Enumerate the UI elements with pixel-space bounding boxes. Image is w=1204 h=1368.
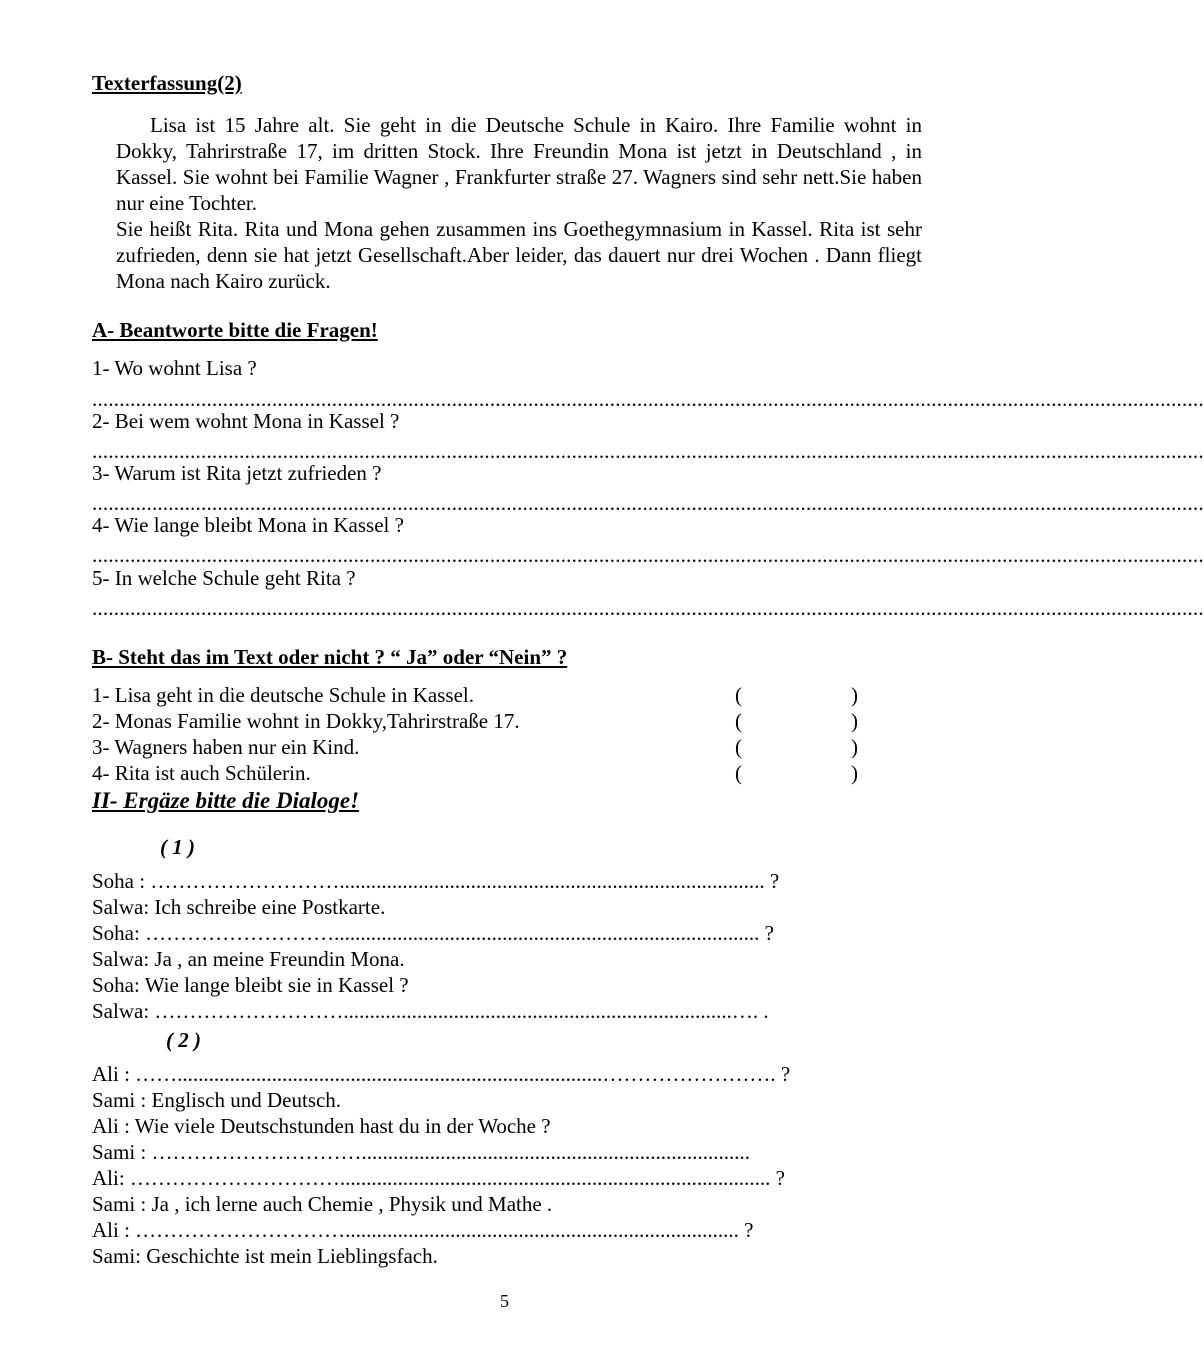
- statement-1: 1- Lisa geht in die deutsche Schule in Kassel.: [92, 683, 474, 707]
- text-paragraph-2: Sie heißt Rita. Rita und Mona gehen zusammen ins Goethegymnasium in Kassel. Rita ist sehr zufrieden, denn sie hat jetzt Gesellschaft.Aber leider, das dauert nur drei Wochen . Dann fliegt Mona nach Kairo zurück.: [116, 217, 922, 293]
- dialog-2-number: ( 2 ): [166, 1028, 201, 1052]
- answer-line-1[interactable]: ............................................................................................................................................................................................................: [92, 387, 1204, 411]
- page-title: Texterfassung(2): [92, 71, 242, 95]
- statement-3: 3- Wagners haben nur ein Kind.: [92, 735, 360, 759]
- dialog-1-line[interactable]: Soha: ………………………................................................................................. ?: [92, 921, 774, 945]
- question-5: 5- In welche Schule geht Rita ?: [92, 566, 356, 590]
- dialog-2-line: Sami : Ja , ich lerne auch Chemie , Physik und Mathe .: [92, 1192, 553, 1216]
- answer-line-3[interactable]: ............................................................................................................................................................................................................: [92, 491, 1204, 515]
- answer-paren-close-2: ): [851, 709, 858, 733]
- text-paragraph-1: Lisa ist 15 Jahre alt. Sie geht in die Deutsche Schule in Kairo. Ihre Familie wohnt in Dokky, Tahrirstraße 17, im dritten Stock. Ihre Freundin Mona ist jetzt in Deutschland , in Kassel. Sie wohnt bei Familie Wagner , Frankfurter straße 27. Wagners sind sehr nett.Sie haben nur eine Tochter.: [116, 113, 922, 215]
- answer-line-5[interactable]: ............................................................................................................................................................................................................: [92, 596, 1204, 620]
- dialog-2-line: Sami : Englisch und Deutsch.: [92, 1088, 342, 1112]
- answer-paren-open-2[interactable]: (: [735, 709, 742, 733]
- section-a-title: A- Beantworte bitte die Fragen!: [92, 318, 378, 342]
- answer-line-4[interactable]: ............................................................................................................................................................................................................: [92, 543, 1204, 567]
- section-ii-title: II- Ergäze bitte die Dialoge!: [92, 788, 360, 813]
- page-number: 5: [500, 1291, 509, 1311]
- question-4: 4- Wie lange bleibt Mona in Kassel ?: [92, 513, 404, 537]
- answer-paren-open-3[interactable]: (: [735, 735, 742, 759]
- dialog-2-line[interactable]: Sami : …………………………..........................................................................: [92, 1140, 751, 1164]
- reading-text: [116, 112, 922, 294]
- question-2: 2- Bei wem wohnt Mona in Kassel ?: [92, 409, 400, 433]
- answer-paren-open-4[interactable]: (: [735, 761, 742, 785]
- statement-4: 4- Rita ist auch Schülerin.: [92, 761, 311, 785]
- dialog-2-line[interactable]: Ali : …………………………........................................................................... ?: [92, 1218, 754, 1242]
- answer-paren-close-4: ): [851, 761, 858, 785]
- dialog-1-line[interactable]: Soha : ………………………................................................................................. ?: [92, 869, 780, 893]
- dialog-1-line: Salwa: Ich schreibe eine Postkarte.: [92, 895, 386, 919]
- answer-paren-close-1: ): [851, 683, 858, 707]
- answer-paren-close-3: ): [851, 735, 858, 759]
- answer-line-2[interactable]: ............................................................................................................................................................................................................: [92, 439, 1204, 463]
- dialog-2-line: Sami: Geschichte ist mein Lieblingsfach.: [92, 1244, 438, 1268]
- question-3: 3- Warum ist Rita jetzt zufrieden ?: [92, 461, 382, 485]
- dialog-1-line: Soha: Wie lange bleibt sie in Kassel ?: [92, 973, 409, 997]
- answer-paren-open-1[interactable]: (: [735, 683, 742, 707]
- statement-2: 2- Monas Familie wohnt in Dokky,Tahrirstraße 17.: [92, 709, 520, 733]
- section-b-title: B- Steht das im Text oder nicht ? “ Ja” oder “Nein” ?: [92, 645, 568, 669]
- dialog-2-line[interactable]: Ali : …….................................................................................……………………. ?: [92, 1062, 791, 1086]
- question-1: 1- Wo wohnt Lisa ?: [92, 356, 257, 380]
- dialog-1-line: Salwa: Ja , an meine Freundin Mona.: [92, 947, 405, 971]
- dialog-1-line[interactable]: Salwa: ………………………..........................................................................…. .: [92, 999, 769, 1023]
- dialog-2-line[interactable]: Ali: ………………………….................................................................................. ?: [92, 1166, 785, 1190]
- dialog-1-number: ( 1 ): [160, 835, 195, 859]
- dialog-2-line: Ali : Wie viele Deutschstunden hast du in der Woche ?: [92, 1114, 551, 1138]
